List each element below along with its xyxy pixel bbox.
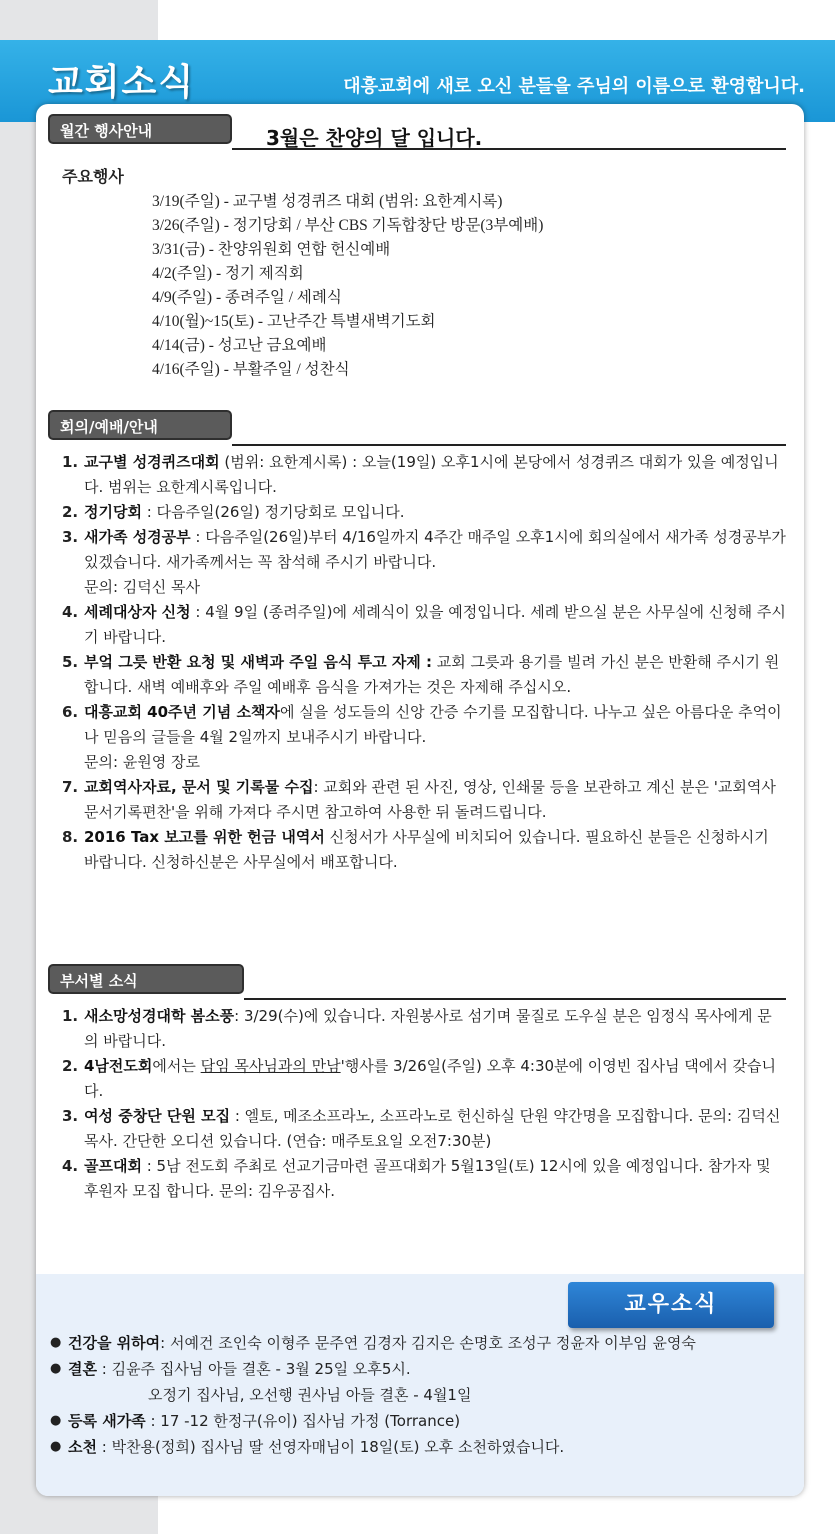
item-title: 여성 중창단 단원 모집 <box>84 1107 231 1125</box>
meetings-tab: 회의/예배/안내 <box>48 410 232 440</box>
list-item <box>62 775 786 825</box>
item-title: 4남전도회 <box>84 1057 153 1075</box>
monthly-events-tab: 월간 행사안내 <box>48 114 232 144</box>
item-number: 5. <box>62 653 79 671</box>
news-item <box>50 1434 800 1460</box>
item-text: : 4월 9일 (종려주일)에 세례식이 있을 예정입니다. 세례 받으실 분은 사무실에 신청해 주시기 바랍니다. <box>84 603 786 646</box>
item-number: 3. <box>62 1107 79 1125</box>
events-list <box>152 190 543 382</box>
item-title: 대흥교회 40주년 기념 소책자 <box>84 703 280 721</box>
item-title: 정기당회 <box>84 503 142 521</box>
news-card <box>36 104 804 1496</box>
item-number: 4. <box>62 603 79 621</box>
list-item <box>62 1054 786 1104</box>
item-number: 8. <box>62 828 79 846</box>
list-item <box>62 825 786 875</box>
list-item <box>62 600 786 650</box>
news-title: 건강을 위하여 <box>68 1334 161 1352</box>
item-number: 3. <box>62 528 79 546</box>
event-item: 4/16(주일) - 부활주일 / 성찬식 <box>152 361 350 378</box>
list-item <box>62 1154 786 1204</box>
welcome-subtitle: 대흥교회에 새로 오신 분들을 주님의 이름으로 환영합니다. <box>343 76 805 97</box>
friends-news-list <box>50 1330 800 1460</box>
list-item <box>62 650 786 700</box>
event-item: 3/31(금) - 찬양위원회 연합 헌신예배 <box>152 241 391 258</box>
item-text: : 다음주일(26일)부터 4/16일까지 4주간 매주일 오후1시에 회의실에서 새가족 성경공부가 있겠습니다. 새가족께서는 꼭 참석해 주시기 바랍니다. <box>84 528 786 571</box>
section-divider <box>232 444 786 446</box>
item-number: 1. <box>62 453 79 471</box>
item-title: 2016 Tax 보고를 위한 헌금 내역서 <box>84 828 325 846</box>
news-title: 등록 새가족 <box>68 1412 146 1430</box>
item-text: : 엘토, 메조소프라노, 소프라노로 헌신하실 단원 약간명을 모집합니다. 문의: 김덕신 목사. 간단한 오디션 있습니다. (연습: 매주토요일 오전7:30분) <box>84 1107 781 1150</box>
list-item <box>62 450 786 500</box>
event-item: 3/26(주일) - 정기당회 / 부산 CBS 기독합창단 방문(3부예배) <box>152 217 544 234</box>
event-item: 4/14(금) - 성고난 금요예배 <box>152 337 327 354</box>
item-title: 골프대회 <box>84 1157 142 1175</box>
item-text: 교회 그릇과 용기를 빌려 가신 분은 반환해 주시기 원합니다. 새벽 예배후와 주일 예배후 음식을 가져가는 것은 자제해 주십시오. <box>84 653 780 696</box>
item-number: 6. <box>62 703 79 721</box>
item-text: : 교회와 관련 된 사진, 영상, 인쇄물 등을 보관하고 계신 분은 '교회역사문서기록편찬'을 위해 가져다 주시면 참고하여 사용한 뒤 돌려드립니다. <box>84 778 776 821</box>
news-text: 오정기 집사님, 오선행 권사님 아들 결혼 - 4월1일 <box>148 1386 472 1404</box>
friends-news-banner: 교우소식 <box>568 1282 774 1328</box>
list-item <box>62 1104 786 1154</box>
meetings-list <box>62 450 786 875</box>
item-text: 에서는 <box>152 1057 201 1075</box>
news-item <box>50 1330 800 1356</box>
page-title: 교회소식 <box>48 62 196 103</box>
item-title: 새소망성경대학 봄소풍 <box>84 1007 235 1025</box>
item-number: 1. <box>62 1007 79 1025</box>
event-item: 4/2(주일) - 정기 제직회 <box>152 265 304 282</box>
news-text: : 서예건 조인숙 이형주 문주연 김경자 김지은 손명호 조성구 정윤자 이부임 윤영숙 <box>160 1334 696 1352</box>
news-title: 결혼 <box>68 1360 97 1378</box>
item-title: 새가족 성경공부 <box>84 528 191 546</box>
list-item <box>62 525 786 600</box>
item-text: 에 실을 성도들의 신앙 간증 수기를 모집합니다. 나누고 싶은 아름다운 추억이나 믿음의 글들을 4월 2일까지 보내주시기 바랍니다. <box>84 703 782 746</box>
item-number: 2. <box>62 503 79 521</box>
item-title: 부엌 그릇 반환 요청 및 새벽과 주일 음식 투고 자제 : <box>84 653 433 671</box>
item-number: 2. <box>62 1057 79 1075</box>
item-number: 7. <box>62 778 79 796</box>
list-item <box>62 1004 786 1054</box>
event-item: 3/19(주일) - 교구별 성경퀴즈 대회 (범위: 요한계시록) <box>152 193 503 210</box>
event-item: 4/9(주일) - 종려주일 / 세례식 <box>152 289 342 306</box>
event-item: 4/10(월)~15(토) - 고난주간 특별새벽기도회 <box>152 313 436 330</box>
department-news-tab: 부서별 소식 <box>48 964 244 994</box>
department-list <box>62 1004 786 1204</box>
item-text: : 다음주일(26일) 정기당회로 모입니다. <box>141 503 405 521</box>
news-text: : 17 -12 한정구(유이) 집사님 가정 (Torrance) <box>145 1412 461 1430</box>
item-text: : 3/29(수)에 있습니다. 자원봉사로 섬기며 물질로 도우실 분은 임정식 목사에게 문의 바랍니다. <box>84 1007 772 1050</box>
list-item <box>62 700 786 775</box>
item-text: : 5남 전도회 주최로 선교기금마련 골프대회가 5월13일(토) 12시에 있을 예정입니다. 참가자 및 후원자 모집 합니다. 문의: 김우공집사. <box>84 1157 771 1200</box>
item-text: 신청서가 사무실에 비치되어 있습니다. 필요하신 분들은 신청하시기 바랍니다. 신청하신분은 사무실에서 배포합니다. <box>84 828 769 871</box>
main-events-heading: 주요행사 <box>62 167 124 186</box>
item-text: (범위: 요한계시록) : 오늘(19일) 오후1시에 본당에서 성경퀴즈 대회가 있을 예정입니다. 범위는 요한계시록입니다. <box>84 453 779 496</box>
item-title: 교구별 성경퀴즈대회 <box>84 453 220 471</box>
news-item <box>50 1408 800 1434</box>
item-text: '행사를 3/26일(주일) 오후 4:30분에 이영빈 집사님 댁에서 갖습니다. <box>84 1057 776 1100</box>
contact-note: 문의: 김덕신 목사 <box>84 578 201 596</box>
monthly-theme-title: 3월은 찬양의 달 입니다. <box>266 126 483 150</box>
item-title: 교회역사자료, 문서 및 기록물 수집 <box>84 778 314 796</box>
news-title: 소천 <box>68 1438 97 1456</box>
item-number: 4. <box>62 1157 79 1175</box>
item-title: 세례대상자 신청 <box>84 603 191 621</box>
news-item <box>50 1356 800 1408</box>
news-text: : 박찬용(정희) 집사님 딸 선영자매님이 18일(토) 오후 소천하였습니다. <box>96 1438 565 1456</box>
list-item <box>62 500 786 525</box>
news-text: : 김윤주 집사님 아들 결혼 - 3월 25일 오후5시. <box>96 1360 411 1378</box>
contact-note: 문의: 윤원영 장로 <box>84 753 201 771</box>
underlined-event-name: 담임 목사님과의 만남 <box>200 1057 341 1075</box>
section-divider <box>244 998 786 1000</box>
